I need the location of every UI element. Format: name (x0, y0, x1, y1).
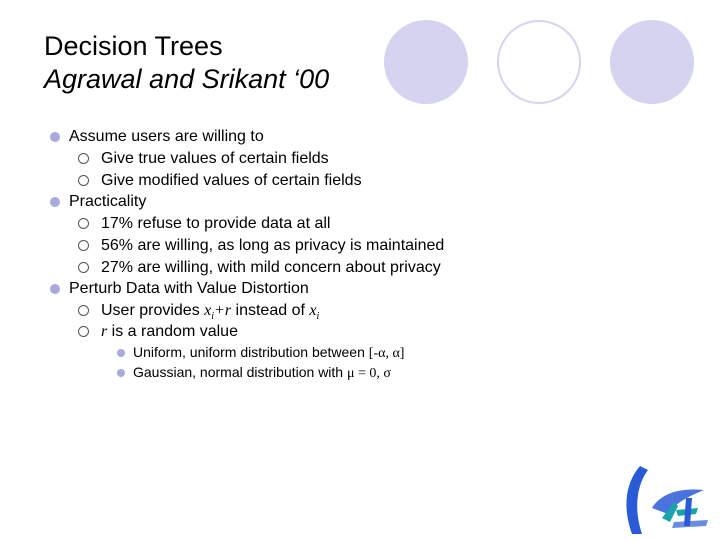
bullet-dot-icon (50, 284, 60, 294)
bullet-dot-icon (117, 369, 125, 377)
bullet-1 (50, 128, 264, 147)
sub-bullet (78, 323, 238, 342)
sub-bullet-text (101, 302, 319, 322)
bullet-dot-icon (50, 132, 60, 142)
ring-bullet-icon (78, 262, 89, 273)
bullet-2 (50, 193, 147, 212)
logo-mark-4 (672, 520, 708, 528)
sub-bullet (78, 237, 445, 256)
decor-circle-3 (610, 20, 694, 104)
sub-bullet (78, 150, 329, 169)
bullet-text: Perturb Data with Value Distortion (69, 280, 309, 297)
ring-bullet-icon (78, 175, 89, 186)
math-formula: μ = 0, σ (347, 366, 391, 381)
text: Gaussian, normal distribution with (133, 364, 347, 380)
math-sub-i: i (316, 311, 320, 323)
sub-sub-bullet (117, 364, 391, 381)
sub-sub-bullet-text (133, 344, 404, 362)
bullet-text: Practicality (69, 193, 147, 210)
sub-bullet-text (101, 323, 238, 341)
ring-bullet-icon (78, 218, 89, 229)
math-range: [-α, α] (368, 346, 405, 361)
decor-circle-1 (384, 20, 468, 104)
math-r: r (101, 323, 108, 340)
decor-circle-2 (497, 20, 581, 104)
text: Uniform, uniform distribution between (133, 344, 369, 360)
math-x: x (309, 302, 317, 319)
ring-bullet-icon (78, 305, 89, 316)
ring-bullet-icon (78, 326, 89, 337)
math-x: x (204, 302, 212, 319)
sub-bullet (78, 215, 331, 234)
bullet-dot-icon (117, 349, 125, 357)
bullet-dot-icon (50, 197, 60, 207)
sub-bullet (78, 302, 320, 323)
ring-bullet-icon (78, 240, 89, 251)
sub-sub-bullet-text (133, 364, 391, 382)
sub-bullet-text: Give modified values of certain fields (101, 172, 362, 189)
logo-k-stroke (626, 466, 648, 534)
bullet-text: Assume users are willing to (69, 128, 264, 145)
ring-bullet-icon (78, 153, 89, 164)
sub-bullet (78, 172, 362, 191)
title-main: Decision Trees (44, 31, 223, 61)
math-sub-i: i (211, 311, 215, 323)
institution-logo (612, 462, 716, 538)
text-post: is a random value (107, 323, 238, 340)
sub-bullet-text: Give true values of certain fields (101, 150, 329, 167)
sub-bullet-text: 17% refuse to provide data at all (101, 215, 331, 232)
text-mid: instead of (231, 302, 310, 319)
title-subtitle: Agrawal and Srikant ‘00 (44, 64, 330, 94)
sub-bullet-text: 27% are willing, with mild concern about privacy (101, 259, 441, 276)
sub-sub-bullet (117, 344, 405, 361)
bullet-3 (50, 280, 309, 299)
slide-title (44, 30, 329, 96)
sub-bullet-text: 56% are willing, as long as privacy is maintained (101, 237, 445, 254)
text-pre: User provides (101, 302, 205, 319)
math-plus-r: +r (214, 302, 232, 319)
sub-bullet (78, 259, 441, 278)
